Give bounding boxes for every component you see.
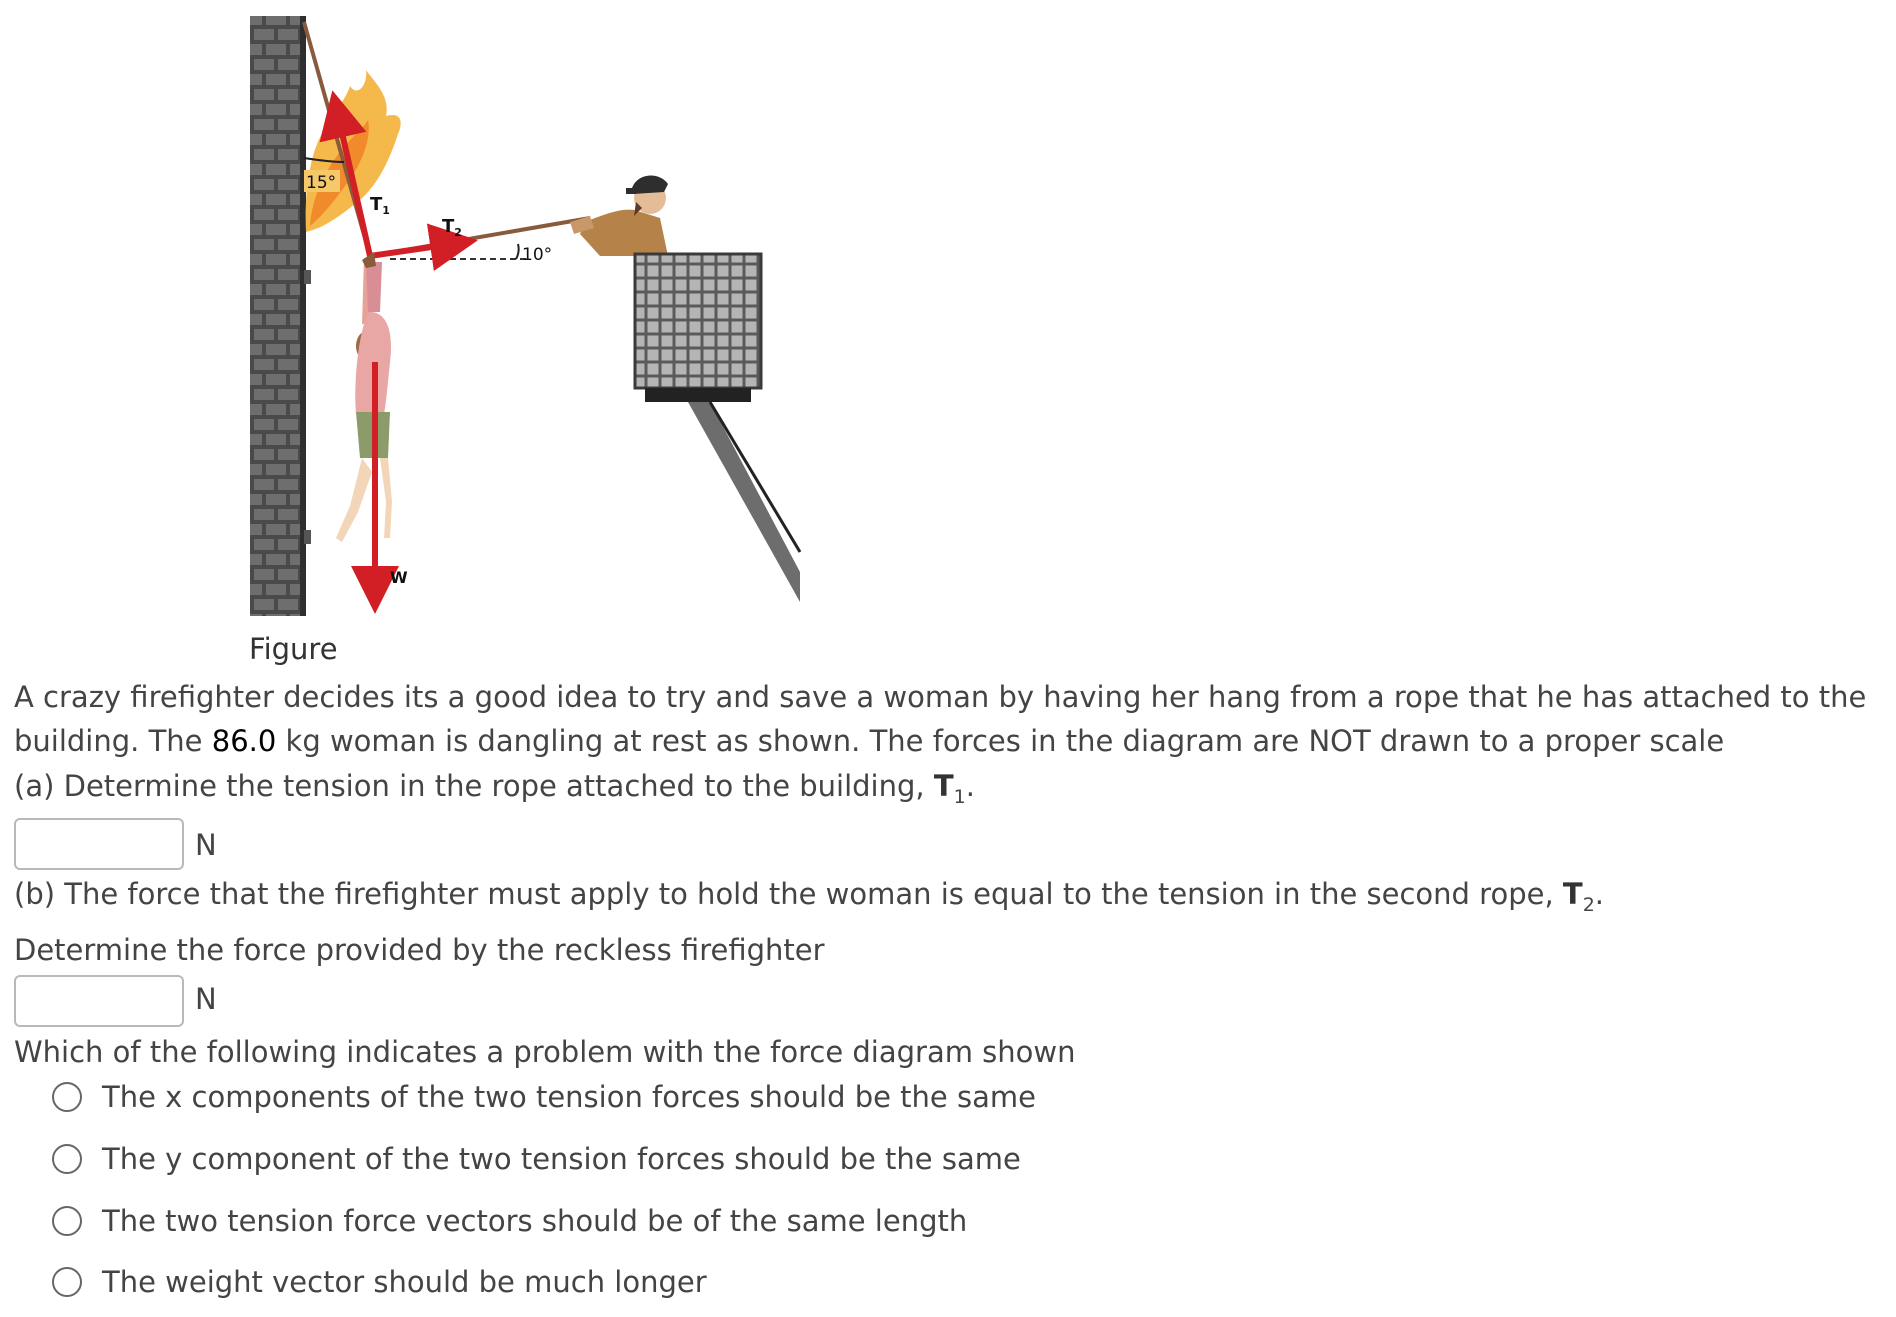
force-diagram-figure (240, 12, 820, 622)
option-label: The y component of the two tension forces should be the same (102, 1142, 1021, 1176)
part-a-prompt: (a) Determine the tension in the rope attached to the building, $T_1$. (14, 769, 975, 808)
bucket (635, 254, 761, 388)
part-b-prompt-2: Determine the force provided by the reckless firefighter (14, 933, 825, 967)
radio-option-2[interactable] (52, 1144, 82, 1174)
angle-10-label: 10° (522, 245, 553, 265)
boom-arm (688, 402, 800, 602)
problem-line-1: A crazy firefighter decides its a good idea to try and save a woman by having her hang from a rope that he has attached to the (14, 680, 1867, 714)
radio-option-3[interactable] (52, 1206, 82, 1236)
figure-caption: Figure (249, 632, 338, 666)
t1-unit-label: N (195, 828, 217, 862)
option-label: The weight vector should be much longer (102, 1265, 707, 1299)
option-weight-longer[interactable] (52, 1262, 707, 1302)
angle-15-label: 15° (306, 173, 337, 193)
t2-symbol: T (1562, 877, 1583, 911)
t2-unit-label: N (195, 982, 217, 1016)
question-c-prompt: Which of the following indicates a problem with the force diagram shown (14, 1035, 1076, 1069)
option-label: The x components of the two tension forces should be the same (102, 1080, 1036, 1114)
option-label: The two tension force vectors should be of the same length (102, 1204, 968, 1238)
t2-vector (370, 242, 466, 256)
woman-figure (336, 252, 392, 542)
tension-t1-input[interactable] (14, 818, 184, 870)
t2-label: $T_2$ (442, 216, 462, 239)
option-x-components[interactable] (52, 1077, 1036, 1117)
building-wall (250, 16, 304, 616)
firefighter-figure (570, 175, 668, 256)
part-b-prompt: (b) The force that the firefighter must apply to hold the woman is equal to the tension in the second rope, $T_2$. (14, 877, 1604, 916)
firefighter-force-input[interactable] (14, 975, 184, 1027)
mass-value: 86.0 (211, 724, 277, 758)
problem-line-2: building. The 86.0 kg woman is dangling at rest as shown. The forces in the diagram are NOT drawn to a proper scale (14, 724, 1725, 758)
option-same-length[interactable] (52, 1201, 967, 1241)
radio-option-1[interactable] (52, 1082, 82, 1112)
weight-label: W (390, 568, 408, 587)
radio-option-4[interactable] (52, 1267, 82, 1297)
t1-label: $T_1$ (370, 194, 390, 217)
option-y-component[interactable] (52, 1139, 1021, 1179)
t1-symbol: T (933, 769, 954, 803)
